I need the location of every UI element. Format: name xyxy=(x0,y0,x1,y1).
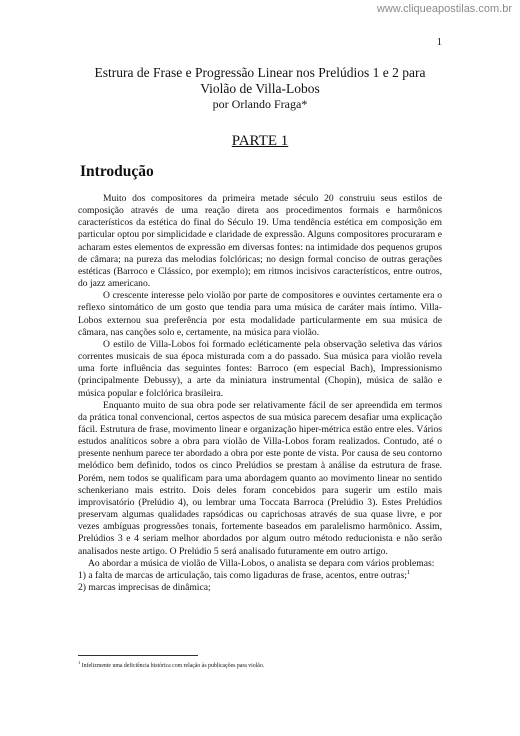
document-title-line-2: Violão de Villa-Lobos xyxy=(200,81,320,96)
paragraph: Muito dos compositores da primeira metade século 20 construiu seus estilos de composição através de uma reação direta aos procedimentos formais e harmônicos característicos da estética do final do Século 19. Uma tendência estética em composição em particular optou por simplicidade e claridade de expressão. Alguns compositores procuraram e acharam estes elementos de expressão em diversas fontes: na intimidade dos pequenos grupos de câmara; na pureza das melodias folclóricas; no design formal conciso de outras gerações estéticas (Barroco e Clássico, por exemplo); em ritmos incisivos característicos, entre outros, do jazz americano. xyxy=(78,193,442,290)
paragraph: Enquanto muito de sua obra pode ser relativamente fácil de ser apreendida em termos da prática tonal convencional, certos aspectos de sua música parecem desafiar uma explicação fácil. Estrutura de frase, movimento linear e organização hiper-métrica estão entre eles. Vários estudos analíticos sobre a obra para violão de Villa-Lobos foram realizados. Contudo, até o presente nenhum parece ter abordado a obra por este ponte de vista. Por causa de seu contorno melódico bem definido, todos os cinco Prelúdios se prestam à análise da estrutura de frase. Porém, nem todos se qualificam para uma abordagem quanto ao movimento linear no sentido schenkeriano mais estrito. Dois deles foram concebidos para sugerir um estilo mais improvisatório (Prelúdio 4), ou lembrar uma Toccata Barroca (Prelúdio 3). Estes Prelúdios preservam algumas qualidades rapsódicas ou caprichosas através de sua quase livre, e por vezes ambíguas progressões tonais, fortemente baseados em paralelismo harmônico. Assim, Prelúdios 3 e 4 seriam melhor abordados por algum outro método reducionista e não serão analisados neste artigo. O Prelúdio 5 será analisado futuramente em outro artigo. xyxy=(78,399,442,557)
section-heading: Introdução xyxy=(80,163,154,180)
paragraph: O estilo de Villa-Lobos foi formado ecléticamente pela observação seletiva das vários correntes musicais de sua época misturada com a do passado. Sua música para violão revela uma forte influência das seguintes fontes: Barroco (em especial Bach), Impressionismo (principalmente Debussy), a arte da miniatura instrumental (Chopin), música de salão e música popular e folclórica brasileira. xyxy=(78,338,442,399)
document-title-line-1: Estrura de Frase e Progressão Linear nos Prelúdios 1 e 2 para xyxy=(94,65,426,80)
author-line: por Orlando Fraga* xyxy=(212,97,308,111)
footnote-text: Infelizmente uma deficiência histórica com relação às publicações para violão. xyxy=(81,663,265,669)
paragraph: Ao abordar a música de violão de Villa-Lobos, o analista se depara com vários problemas: xyxy=(88,557,435,569)
footnote-reference[interactable]: 1 xyxy=(406,568,411,576)
problem-list xyxy=(78,570,442,594)
part-heading: PARTE 1 xyxy=(231,133,289,149)
footnote xyxy=(78,662,442,670)
body-text xyxy=(78,193,442,594)
site-watermark: www.cliqueapostilas.com.br xyxy=(376,3,512,15)
footnote-divider xyxy=(78,655,198,656)
footnote-marker: 1 xyxy=(78,660,81,666)
list-item-text: 2) marcas imprecisas de dinâmica; xyxy=(78,582,211,593)
list-item-text: 1) a falta de marcas de articulação, tais como ligaduras de frase, acentos, entre outras; xyxy=(78,569,407,581)
page-number: 1 xyxy=(436,37,442,48)
title-block xyxy=(60,65,460,112)
list-item xyxy=(78,570,442,582)
paragraph: O crescente interesse pelo violão por parte de compositores e ouvintes certamente era o reflexo sintomático de um gosto que tendia para uma música de caráter mais íntimo. Villa-Lobos externou sua preferência por esta modalidade particularmente em sua música de câmara, nas canções solo e, certamente, na música para violão. xyxy=(78,290,442,338)
list-item xyxy=(78,582,442,594)
